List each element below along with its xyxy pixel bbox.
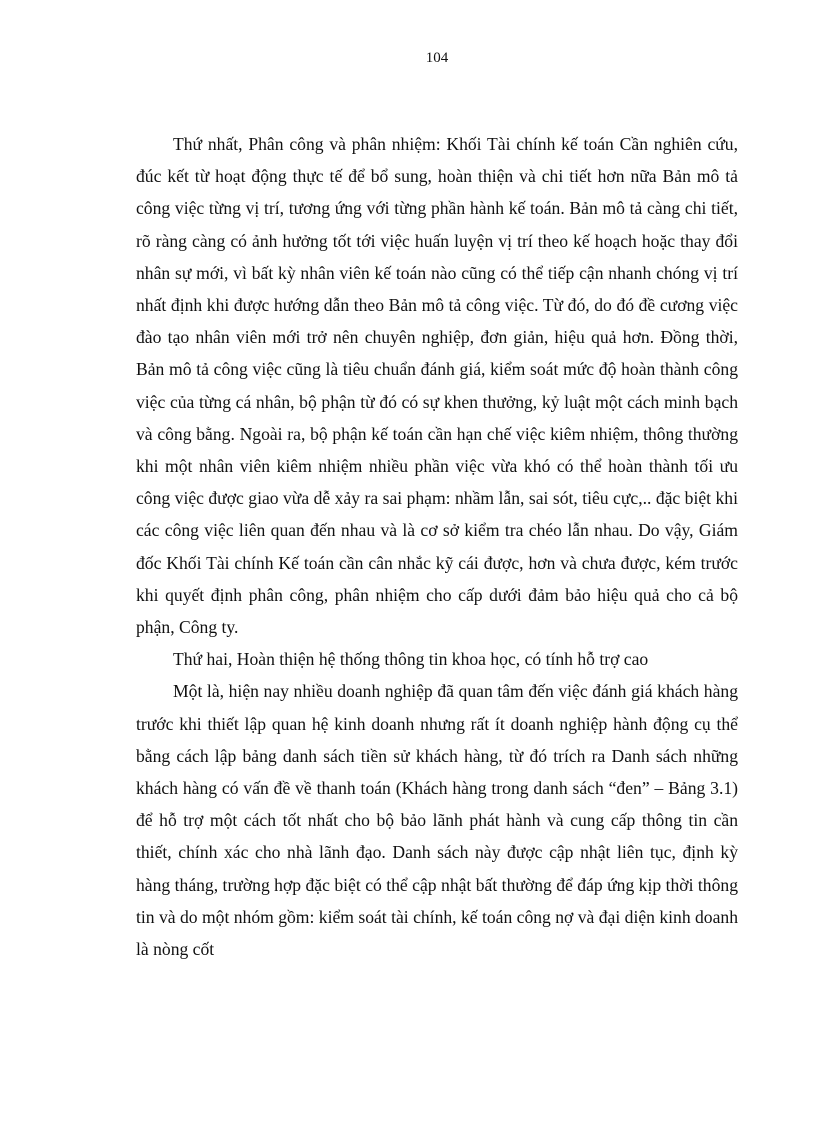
- document-body: [136, 128, 738, 965]
- paragraph-task-assignment: Thứ nhất, Phân công và phân nhiệm: Khối Tài chính kế toán Cần nghiên cứu, đúc kết từ hoạt động thực tế để bổ sung, hoàn thiện và chi tiết hơn nữa Bản mô tả công việc từng vị trí, tương ứng với từng phần hành kế toán. Bản mô tả càng chi tiết, rõ ràng càng có ảnh hưởng tốt tới việc huấn luyện vị trí theo kế hoạch hoặc thay đổi nhân sự mới, vì bất kỳ nhân viên kế toán nào cũng có thể tiếp cận nhanh chóng vị trí nhất định khi được hướng dẫn theo Bản mô tả công việc. Từ đó, do đó đề cương việc đào tạo nhân viên mới trở nên chuyên nghiệp, đơn giản, hiệu quả hơn. Đồng thời, Bản mô tả công việc cũng là tiêu chuẩn đánh giá, kiểm soát mức độ hoàn thành công việc của từng cá nhân, bộ phận từ đó có sự khen thưởng, kỷ luật một cách minh bạch và công bằng. Ngoài ra, bộ phận kế toán cần hạn chế việc kiêm nhiệm, thông thường khi một nhân viên kiêm nhiệm nhiều phần việc vừa khó có thể hoàn thành tối ưu công việc được giao vừa dễ xảy ra sai phạm: nhầm lẫn, sai sót, tiêu cực,.. đặc biệt khi các công việc liên quan đến nhau và là cơ sở kiểm tra chéo lẫn nhau. Do vậy, Giám đốc Khối Tài chính Kế toán cần cân nhắc kỹ cái được, hơn và chưa được, kém trước khi quyết định phân công, phân nhiệm cho cấp dưới đảm bảo hiệu quả cho cả bộ phận, Công ty.: [136, 134, 738, 638]
- page-number: 104: [425, 50, 449, 66]
- paragraph-information-system-heading: Thứ hai, Hoàn thiện hệ thống thông tin khoa học, có tính hỗ trợ cao: [173, 649, 649, 670]
- paragraph-customer-list: Một là, hiện nay nhiều doanh nghiệp đã quan tâm đến việc đánh giá khách hàng trước khi thiết lập quan hệ kinh doanh nhưng rất ít doanh nghiệp hành động cụ thể bằng cách lập bảng danh sách tiền sử khách hàng, từ đó trích ra Danh sách những khách hàng có vấn đề về thanh toán (Khách hàng trong danh sách “đen” – Bảng 3.1) để hỗ trợ một cách tốt nhất cho bộ bảo lãnh phát hành và cung cấp thông tin cần thiết, chính xác cho nhà lãnh đạo. Danh sách này được cập nhật liên tục, định kỳ hàng tháng, trường hợp đặc biệt có thể cập nhật bất thường để đáp ứng kịp thời thông tin và do một nhóm gồm: kiểm soát tài chính, kế toán công nợ và đại diện kinh doanh là nòng cốt: [136, 681, 739, 960]
